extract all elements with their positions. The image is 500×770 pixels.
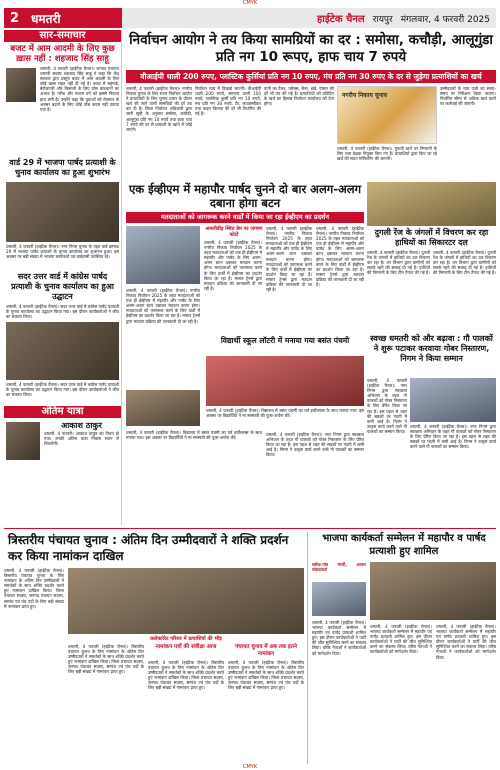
lead-body-col: पानी का टैंकर, फ्लैक्स, बैनर, झंडे, पोस्टर की दरें भी तय की गई हैं। प्रत्याशियों को प्रतिदिन के खर्च का हिसाब निर्वाचन कार्यालय को देना होगा। — [264, 86, 334, 107]
school-body: धमतरी, 4 फरवरी (हाईटेक चैनल)। विद्यालय में बसंत पंचमी का पर्व हर्षोल्लास के साथ मनाया गया। इस अवसर पर विद्यार्थियों ने मां सरस्वती की पूजा-अर्चना की। — [126, 430, 262, 441]
panchayat-body-col: धमतरी, 4 फरवरी (हाईटेक चैनल)। त्रिस्तरीय पंचायत चुनाव के लिए नामांकन के अंतिम दिन उम्मीदवारों ने समर्थकों के साथ शक्ति प्रदर्शन करते हुए नामांकन दाखिल किया। जिला पंचायत सदस्य, जनपद पंचायत सदस्य, सरपंच एवं पंच पदों के लिए बड़ी संख्या में नामांकन प्राप्त हुए। — [68, 644, 144, 675]
lead-body-col: उम्मीदवारों के व्यय पंजी का समय-समय पर निरीक्षण किया जाएगा। निर्धारित सीमा से अधिक खर्च करने पर कार्रवाई की जाएगी। — [440, 86, 496, 107]
clean-body-col: धमतरी, 4 फरवरी (हाईटेक चैनल)। नगर निगम द्वारा स्वच्छता अभियान के तहत गौ पालकों को गोबर निस्तारण के लिए प्रेरित किया जा रहा है। इस पहल से शहर की सड़कों पर गंदगी में कमी आई है। निगम ने उत्कृष्ट कार्य करने वाले गौ पालकों का सम्मान किया। — [266, 432, 364, 458]
panchayat-subhead: पंचायत चुनाव में अब तक इतने नामांकन — [235, 644, 297, 657]
school-headline: विद्यार्थी स्कूल लॉटरी में मनाया गया बसंत पंचमी — [220, 336, 350, 345]
city-name: रायपुर — [372, 14, 393, 25]
story-body: धमतरी, 4 फरवरी (हाईटेक चैनल)। सदर उत्तर वार्ड में कांग्रेस पार्षद प्रत्याशी के चुनाव कार्यालय का उद्घाटन किया गया। इस दौरान कार्यकर्ताओं ने जीत का संकल्प लिया। — [6, 304, 119, 320]
photo-caption: अमलीडीह स्थित डेम पर जगमग फोटो — [205, 226, 263, 238]
bjp-sidebar-label: ब्लॉक-गांव मांजी, आधार संवादकर्ता — [312, 562, 366, 573]
obituary-body: धमतरी, 4 फरवरी। आकाश ठाकुर का निधन हो गया। उनकी अंतिम यात्रा निवास स्थान से निकलेगी। — [44, 431, 119, 447]
office-inauguration-photo — [6, 322, 119, 380]
panchayat-body-col: धमतरी, 4 फरवरी (हाईटेक चैनल)। त्रिस्तरीय पंचायत चुनाव के लिए नामांकन के अंतिम दिन उम्मीदवारों ने समर्थकों के साथ शक्ति प्रदर्शन करते हुए नामांकन दाखिल किया। जिला पंचायत सदस्य, जनपद पंचायत सदस्य, सरपंच एवं पंच पदों के लिए बड़ी संख्या में नामांकन प्राप्त हुए। — [4, 568, 64, 609]
lead-headline: निर्वाचन आयोग ने तय किया सामग्रियों का दर : समोसा, कचौड़ी, आलूगुंडा प्रति नग 10 रूपए, हाफ चाय 7 रुपये — [129, 32, 493, 65]
section-title: धमतरी — [31, 11, 61, 26]
panchayat-headline: त्रिस्तरीय पंचायत चुनाव : अंतिम दिन उम्मीदवारों ने शक्ति प्रदर्शन कर किया नामांकन दाखिल — [8, 533, 289, 563]
elephant-photo — [367, 182, 496, 226]
story-headline: बजट में आम आदमी के लिए कुछ ख़ास नहीं : शहजाद सिंह साहू — [10, 44, 115, 64]
office-opening-photo — [6, 182, 119, 242]
story-body: धमतरी, 4 फरवरी (हाईटेक चैनल)। जनपद पंचायत धमतरी सदस्य शहजाद सिंह साहू ने कहा कि केंद्र सरकार द्वारा प्रस्तुत बजट में आम आदमी के लिए कोई ख़ास राहत नहीं दी गई है। बजट में महंगाई, बेरोजगारी और किसानों के लिए ठोस प्रावधानों का अभाव है। गरीब और मध्यम वर्ग को इससे निराशा हाथ लगी है। उन्होंने कहा कि युवाओं को रोजगार के अवसर बढ़ाने के लिए कोई ठोस कदम नहीं उठाया गया है। — [40, 66, 119, 112]
school-photo — [126, 390, 200, 426]
cmyk-mark: CMYK — [243, 764, 258, 770]
lead-body-col: निर्वाचन व्यय में दिखाई जाएगी। वीआईपी थाली 200 रुपये, सामान्य थाली 100 रुपये, प्लास्टिक कुर्सी प्रति नग 10 रुपये, मंच प्रति नग 30 रुपये, टेंट, लाउडस्पीकर तथा वाहन किराया की दरें भी निर्धारित की गई हैं। — [195, 86, 261, 117]
story-headline: वार्ड 29 में भाजपा पार्षद प्रत्याशी के चुनाव कार्यालय का हुआ शुभारंभ — [9, 158, 116, 177]
lead-body-col: धमतरी, 4 फरवरी (हाईटेक चैनल)। चुनावी खर्च पर निगरानी के लिए व्यय प्रेक्षक नियुक्त किए गए हैं। प्रत्याशियों द्वारा किए जा रहे खर्च की सतत मॉनिटरिंग की जाएगी। — [337, 146, 437, 162]
masthead — [4, 8, 496, 28]
lead-subheadline: वीआईपी थाली 200 रुपए, प्लास्टिक कुर्सियां प्रति नग 10 रुपए, मंच प्रति नग 30 रुपए के दर से जुड़ेगा प्रत्याशियों का खर्च — [126, 70, 496, 83]
obituary-photo — [6, 422, 40, 460]
story-body: धमतरी, 4 फरवरी (हाईटेक चैनल)। सदर उत्तर वार्ड में कांग्रेस पार्षद प्रत्याशी के चुनाव कार्यालय का उद्घाटन किया गया। इस दौरान कार्यकर्ताओं ने जीत का संकल्प लिया। — [6, 382, 119, 398]
obituary-block — [4, 418, 121, 462]
clean-headline: स्वच्छ धमतरी को और बढ़ावा : गौ पालकों ने शुरू पटाकर करवाया गोबर निस्तारण, निगम ने किया सम्मान — [370, 334, 493, 363]
obituary-name: आकाश ठाकुर — [61, 421, 102, 430]
story-body: धमतरी, 4 फरवरी (हाईटेक चैनल)। नगर निगम चुनाव के तहत वार्ड क्रमांक 29 में भाजपा पार्षद प्रत्याशी के चुनाव कार्यालय का शुभारंभ हुआ। इस अवसर पर बड़ी संख्या में भाजपा कार्यकर्ता एवं वार्डवासी उपस्थित रहे। — [6, 244, 119, 260]
evm-headline: एक ईव्हीएम में महापौर पार्षद चुनने दो बार अलग-अलग दबाना होगा बटन — [128, 182, 362, 210]
bjp-speaker-photo — [312, 582, 366, 616]
school-body: धमतरी, 4 फरवरी (हाईटेक चैनल)। विद्यालय में बसंत पंचमी का पर्व हर्षोल्लास के साथ मनाया गया। इस अवसर पर विद्यार्थियों ने मां सरस्वती की पूजा-अर्चना की। — [206, 408, 364, 419]
clean-campaign-photo — [410, 378, 496, 422]
evm-subheadline: मतदाताओं को जागरूक करने वार्डों में किया जा रहा ईव्हीएम का प्रदर्शन — [126, 212, 364, 223]
page-number: 2 — [10, 10, 20, 26]
section-bar — [4, 8, 122, 28]
bjp-body-col: धमतरी, 4 फरवरी (हाईटेक चैनल)। भाजपा कार्यकर्ता सम्मेलन में महापौर एवं पार्षद प्रत्याशी शामिल हुए। इस दौरान कार्यकर्ताओं ने पार्टी की जीत सुनिश्चित करने का संकल्प लिया। वरिष्ठ नेताओं ने कार्यकर्ताओं को मार्गदर्शन दिया। — [436, 624, 496, 660]
column-divider — [307, 532, 308, 764]
photo-caption: कलेक्टोरेट परिसर में प्रत्याशियों की भीड़ — [150, 636, 222, 642]
collage-title: नगरीय निकाय चुनाव — [342, 92, 387, 99]
bjp-meeting-photo — [370, 562, 496, 620]
issue-date: मंगलवार, 4 फरवरी 2025 — [400, 14, 490, 25]
brief-news-header: सार-समाचार — [4, 30, 121, 42]
obituary-header: अंतिम यात्रा — [4, 406, 121, 418]
evm-body-col: धमतरी, 4 फरवरी (हाईटेक चैनल)। नगरीय निकाय निर्वाचन 2025 के तहत मतदाताओं को एक ही ईव्हीएम में महापौर और पार्षद के लिए अलग-अलग बटन दबाकर मतदान करना होगा। मतदाताओं को जागरूक करने के लिए वार्डों में ईव्हीएम का प्रदर्शन किया जा रहा है। मास्टर ट्रेनर्स द्वारा मतदान प्रक्रिया की जानकारी दी जा रही है। — [266, 226, 312, 293]
panchayat-body-col: धमतरी, 4 फरवरी (हाईटेक चैनल)। त्रिस्तरीय पंचायत चुनाव के लिए नामांकन के अंतिम दिन उम्मीदवारों ने समर्थकों के साथ शक्ति प्रदर्शन करते हुए नामांकन दाखिल किया। जिला पंचायत सदस्य, जनपद पंचायत सदस्य, सरपंच एवं पंच पदों के लिए बड़ी संख्या में नामांकन प्राप्त हुए। — [148, 660, 224, 691]
evm-body-col: धमतरी, 4 फरवरी (हाईटेक चैनल)। नगरीय निकाय निर्वाचन 2025 के तहत मतदाताओं को एक ही ईव्हीएम में महापौर और पार्षद के लिए अलग-अलग बटन दबाकर मतदान करना होगा। मतदाताओं को जागरूक करने के लिए वार्डों में ईव्हीएम का प्रदर्शन किया जा रहा है। मास्टर ट्रेनर्स द्वारा मतदान प्रक्रिया की जानकारी दी जा रही है। — [204, 240, 262, 291]
divider — [4, 528, 496, 529]
school-event-photo — [206, 356, 364, 406]
lead-body-col: धमतरी, 4 फरवरी (हाईटेक चैनल)। नगरीय निकाय चुनाव के लिए राज्य निर्वाचन आयोग ने प्रत्याशियों के लिए चुनाव प्रचार के दौरान खर्च की जाने वाली सामग्रियों की दरें तय कर दी हैं। जिला निर्वाचन अधिकारी द्वारा जारी सूची के अनुसार समोसा, कचौड़ी, आलूगुंडा प्रति नग 10 रुपये तथा हाफ चाय 7 रुपये की दर से प्रत्याशी के खाते में जोड़े जाएंगे। — [126, 86, 192, 132]
clean-body-col: धमतरी, 4 फरवरी (हाईटेक चैनल)। नगर निगम द्वारा स्वच्छता अभियान के तहत गौ पालकों को गोबर निस्तारण के लिए प्रेरित किया जा रहा है। इस पहल से शहर की सड़कों पर गंदगी में कमी आई है। निगम ने उत्कृष्ट कार्य करने वाले गौ पालकों का सम्मान किया। — [367, 378, 407, 434]
cmyk-mark: CMYK — [243, 0, 258, 6]
bjp-headline: भाजपा कार्यकर्ता सम्मेलन में महापौर व पार्षद प्रत्याशी हुए शामिल — [322, 533, 486, 557]
story-headline: सदर उत्तर वार्ड में कांग्रेस पार्षद प्रत्याशी के चुनाव कार्यालय का हुआ उद्घाटन — [11, 272, 114, 301]
story-block — [4, 66, 121, 156]
evm-body-col: धमतरी, 4 फरवरी (हाईटेक चैनल)। नगरीय निकाय निर्वाचन 2025 के तहत मतदाताओं को एक ही ईव्हीएम में महापौर और पार्षद के लिए अलग-अलग बटन दबाकर मतदान करना होगा। मतदाताओं को जागरूक करने के लिए वार्डों में ईव्हीएम का प्रदर्शन किया जा रहा है। मास्टर ट्रेनर्स द्वारा मतदान प्रक्रिया की जानकारी दी जा रही है। — [126, 288, 200, 324]
evm-body-col: धमतरी, 4 फरवरी (हाईटेक चैनल)। नगरीय निकाय निर्वाचन 2025 के तहत मतदाताओं को एक ही ईव्हीएम में महापौर और पार्षद के लिए अलग-अलग बटन दबाकर मतदान करना होगा। मतदाताओं को जागरूक करने के लिए वार्डों में ईव्हीएम का प्रदर्शन किया जा रहा है। मास्टर ट्रेनर्स द्वारा मतदान प्रक्रिया की जानकारी दी जा रही है। — [316, 226, 364, 288]
election-collage-image — [337, 86, 437, 144]
panchayat-subhead: नामांकन पत्रों की संवीक्षा आज — [155, 644, 217, 650]
evm-demo-photo — [126, 226, 200, 284]
bjp-body-col: धमतरी, 4 फरवरी (हाईटेक चैनल)। भाजपा कार्यकर्ता सम्मेलन में महापौर एवं पार्षद प्रत्याशी शामिल हुए। इस दौरान कार्यकर्ताओं ने पार्टी की जीत सुनिश्चित करने का संकल्प लिया। वरिष्ठ नेताओं ने कार्यकर्ताओं को मार्गदर्शन दिया। — [312, 620, 366, 656]
elephant-body-col: धमतरी, 4 फरवरी (हाईटेक चैनल)। दुगली रेंज के जंगलों में हाथियों का दल विचरण कर रहा है। वन विभाग द्वारा ग्रामीणों को सतर्क रहने की सलाह दी गई है। हाथियों की निगरानी के लिए टीम तैनात की गई है। — [367, 250, 430, 276]
elephant-headline: दुगली रेंज के जंगलों में विचरण कर रहा हाथियों का सिकारटर दल — [374, 228, 489, 247]
brand-bar — [122, 8, 496, 28]
panchayat-body-col: धमतरी, 4 फरवरी (हाईटेक चैनल)। त्रिस्तरीय पंचायत चुनाव के लिए नामांकन के अंतिम दिन उम्मीदवारों ने समर्थकों के साथ शक्ति प्रदर्शन करते हुए नामांकन दाखिल किया। जिला पंचायत सदस्य, जनपद पंचायत सदस्य, सरपंच एवं पंच पदों के लिए बड़ी संख्या में नामांकन प्राप्त हुए। — [228, 660, 304, 691]
clean-body-col: धमतरी, 4 फरवरी (हाईटेक चैनल)। नगर निगम द्वारा स्वच्छता अभियान के तहत गौ पालकों को गोबर निस्तारण के लिए प्रेरित किया जा रहा है। इस पहल से शहर की सड़कों पर गंदगी में कमी आई है। निगम ने उत्कृष्ट कार्य करने वाले गौ पालकों का सम्मान किया। — [410, 424, 496, 450]
brand-name: हाईटेक चैनल — [316, 14, 365, 25]
portrait-photo — [6, 68, 36, 102]
bjp-body-col: धमतरी, 4 फरवरी (हाईटेक चैनल)। भाजपा कार्यकर्ता सम्मेलन में महापौर एवं पार्षद प्रत्याशी शामिल हुए। इस दौरान कार्यकर्ताओं ने पार्टी की जीत सुनिश्चित करने का संकल्प लिया। वरिष्ठ नेताओं ने कार्यकर्ताओं को मार्गदर्शन दिया। — [370, 624, 432, 655]
nomination-crowd-photo — [68, 568, 304, 634]
left-column — [4, 30, 122, 525]
elephant-body-col: धमतरी, 4 फरवरी (हाईटेक चैनल)। दुगली रेंज के जंगलों में हाथियों का दल विचरण कर रहा है। वन विभाग द्वारा ग्रामीणों को सतर्क रहने की सलाह दी गई है। हाथियों की निगरानी के लिए टीम तैनात की गई है। — [433, 250, 496, 276]
